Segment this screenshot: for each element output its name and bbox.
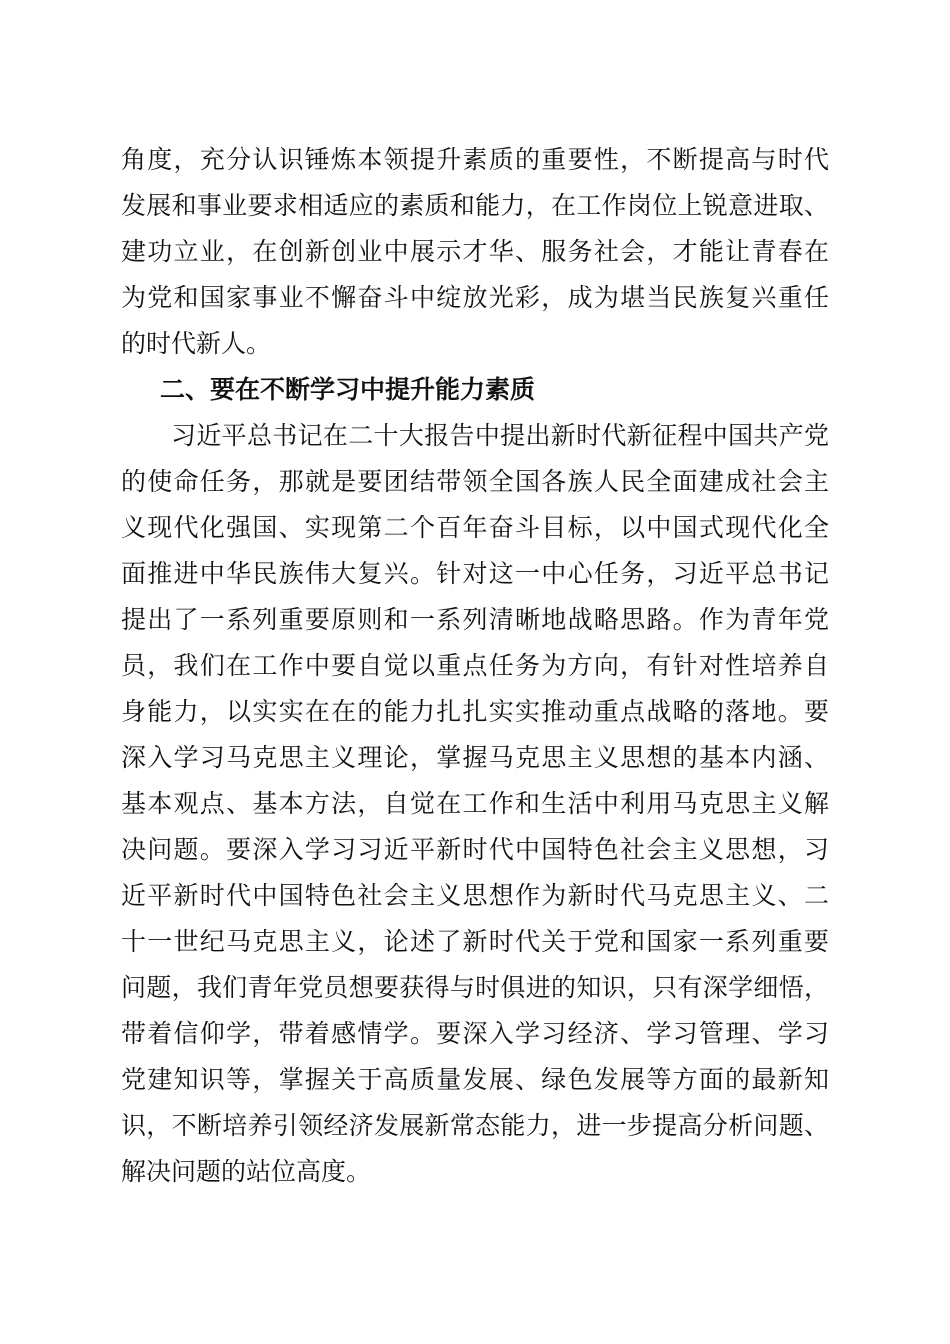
paragraph-2-line-5: 提出了一系列重要原则和一系列清晰地战略思路。作为青年党 — [121, 605, 829, 634]
paragraph-2-line-10: 决问题。要深入学习习近平新时代中国特色社会主义思想，习 — [121, 835, 829, 864]
paragraph-2-line-16: 识，不断培养引领经济发展新常态能力，进一步提高分析问题、 — [121, 1111, 829, 1140]
paragraph-2-line-4: 面推进中华民族伟大复兴。针对这一中心任务，习近平总书记 — [121, 559, 829, 588]
paragraph-1-line-3: 建功立业，在创新创业中展示才华、服务社会，才能让青春在 — [121, 237, 829, 266]
paragraph-2-line-9: 基本观点、基本方法，自觉在工作和生活中利用马克思主义解 — [121, 789, 829, 818]
section-heading: 二、要在不断学习中提升能力素质 — [160, 375, 536, 404]
paragraph-1-line-4: 为党和国家事业不懈奋斗中绽放光彩，成为堪当民族复兴重任 — [121, 283, 829, 312]
paragraph-2-line-1: 习近平总书记在二十大报告中提出新时代新征程中国共产党 — [171, 421, 829, 450]
paragraph-2-line-6: 员，我们在工作中要自觉以重点任务为方向，有针对性培养自 — [121, 651, 829, 680]
paragraph-2-line-2: 的使命任务，那就是要团结带领全国各族人民全面建成社会主 — [121, 467, 829, 496]
paragraph-2-line-11: 近平新时代中国特色社会主义思想作为新时代马克思主义、二 — [121, 881, 829, 910]
paragraph-2-line-17: 解决问题的站位高度。 — [121, 1157, 372, 1186]
paragraph-1-line-5: 的时代新人。 — [121, 329, 272, 358]
paragraph-2-line-15: 党建知识等，掌握关于高质量发展、绿色发展等方面的最新知 — [121, 1065, 829, 1094]
paragraph-2-line-14: 带着信仰学，带着感情学。要深入学习经济、学习管理、学习 — [121, 1019, 829, 1048]
paragraph-2-line-7: 身能力，以实实在在的能力扎扎实实推动重点战略的落地。要 — [121, 697, 829, 726]
paragraph-2-line-12: 十一世纪马克思主义，论述了新时代关于党和国家一系列重要 — [121, 927, 829, 956]
paragraph-2-line-3: 义现代化强国、实现第二个百年奋斗目标，以中国式现代化全 — [121, 513, 829, 542]
paragraph-1-line-2: 发展和事业要求相适应的素质和能力，在工作岗位上锐意进取、 — [121, 191, 829, 220]
paragraph-1-line-1: 角度，充分认识锤炼本领提升素质的重要性，不断提高与时代 — [121, 145, 829, 174]
paragraph-2-line-13: 问题，我们青年党员想要获得与时俱进的知识，只有深学细悟， — [121, 973, 829, 1002]
paragraph-2-line-8: 深入学习马克思主义理论，掌握马克思主义思想的基本内涵、 — [121, 743, 829, 772]
